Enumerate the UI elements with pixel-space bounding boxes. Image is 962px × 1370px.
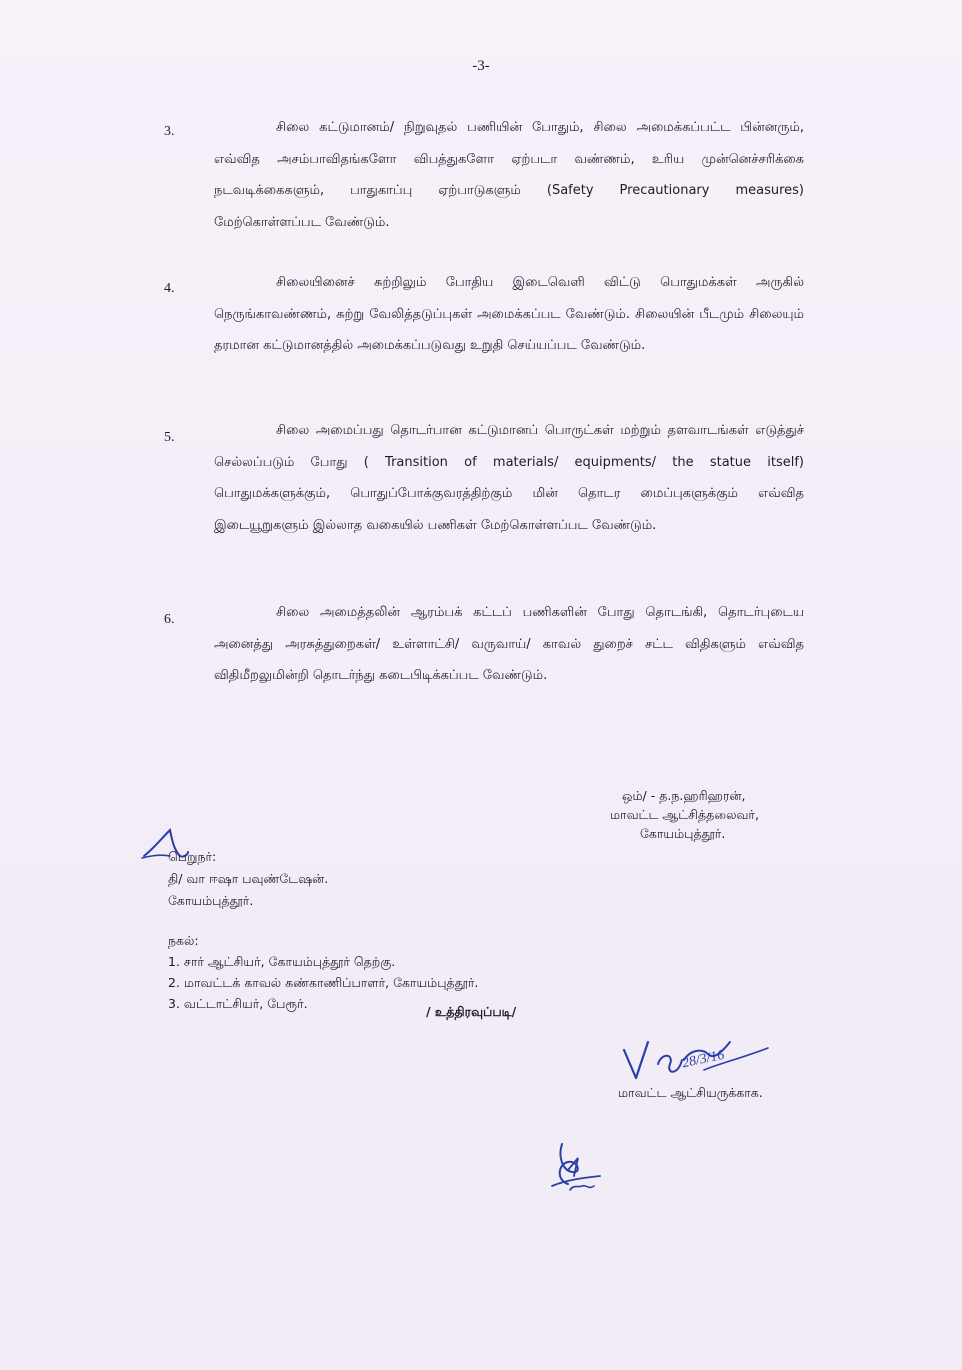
handwritten-date: 28/3/16 — [680, 1047, 726, 1072]
copy-item: 1. சார் ஆட்சியர், கோயம்புத்தூர் தெற்கு. — [168, 954, 396, 969]
signature-block — [610, 786, 810, 843]
recipient-name: தி/ வா ஈஷா பவுண்டேஷன். — [168, 871, 329, 886]
officer-designation: மாவட்ட ஆட்சியருக்காக. — [618, 1085, 763, 1100]
paragraph-first-word: சிலை — [276, 605, 310, 620]
copy-block — [168, 930, 478, 1014]
paragraph-first-word: சிலை — [276, 423, 310, 438]
handwritten-initials-icon — [548, 1140, 608, 1198]
paragraph-number: 4. — [164, 281, 175, 296]
paragraph-4 — [214, 267, 804, 362]
copy-item: 2. மாவட்டக் காவல் கண்காணிப்பாளர், கோயம்புத்தூர். — [168, 975, 479, 990]
signature-name: ஒம்/ - த.ந.ஹரிஹரன், — [622, 788, 746, 803]
paragraph-text: கட்டுமானம்/ நிறுவுதல் பணியின் போதும், சிலை அமைக்கப்பட்ட பின்னரும், எவ்வித அசம்பாவிதங்களோ விபத்துகளோ ஏற்படா வண்ணம், உரிய முன்னெச்சரிக்கை நடவடிக்கைகளும், பாதுகாப்பு ஏற்பாடுகளும் (Safety Precautionary measures) மேற்கொள்ளப்பட வேண்டும். — [214, 120, 805, 230]
paragraph-text: அமைத்தலின் ஆரம்பக் கட்டப் பணிகளின் போது தொடங்கி, தொடர்புடைய அனைத்து அரசுத்துறைகள்/ உள்ளாட்சி/ வருவாய்/ காவல் துறைச் சட்ட விதிகளும் எவ்வித விதிமீறலுமின்றி தொடர்ந்து கடைபிடிக்கப்பட வேண்டும். — [214, 605, 804, 683]
page-number: -3- — [472, 58, 490, 74]
copy-item: 3. வட்டாட்சியர், பேரூர். — [168, 996, 308, 1011]
paragraph-text: அமைப்பது தொடர்பான கட்டுமானப் பொருட்கள் மற்றும் தளவாடங்கள் எடுத்துச் செல்லப்படும் போது ( Transition of materials/ equipments/ the statue itself) பொதுமக்களுக்கும், பொதுப்போக்குவரத்திற்கும் மின் தொடர மைப்புகளுக்கும் எவ்வித இடையூறுகளும் இல்லாத வகையில் பணிகள் மேற்கொள்ளப்பட வேண்டும். — [214, 423, 804, 533]
paragraph-first-word: சிலையினைச் — [276, 275, 355, 290]
paragraph-first-word: சிலை — [276, 120, 310, 135]
paragraph-3 — [214, 112, 804, 238]
paragraph-5 — [214, 415, 804, 541]
signature-designation: மாவட்ட ஆட்சித்தலைவர், — [610, 807, 759, 822]
paragraph-text: சுற்றிலும் போதிய இடைவெளி விட்டு பொதுமக்கள் அருகில் நெருங்காவண்ணம், சுற்று வேலித்தடுப்புகள் அமைக்கப்பட வேண்டும். சிலையின் பீடமும் சிலையும் தரமான கட்டுமானத்தில் அமைக்கப்படுவது உறுதி செய்யப்பட வேண்டும். — [214, 275, 804, 353]
paragraph-number: 6. — [164, 612, 175, 627]
order-note: / உத்திரவுப்படி/ — [426, 1004, 517, 1019]
paragraph-number: 5. — [164, 430, 175, 445]
paragraph-number: 3. — [164, 124, 175, 139]
recipient-block — [168, 846, 328, 912]
signature-city: கோயம்புத்தூர். — [640, 826, 726, 841]
recipient-label: பெறுநர்: — [168, 849, 217, 864]
paragraph-6 — [214, 597, 804, 692]
copy-label: நகல்: — [168, 933, 199, 948]
recipient-city: கோயம்புத்தூர். — [168, 893, 254, 908]
